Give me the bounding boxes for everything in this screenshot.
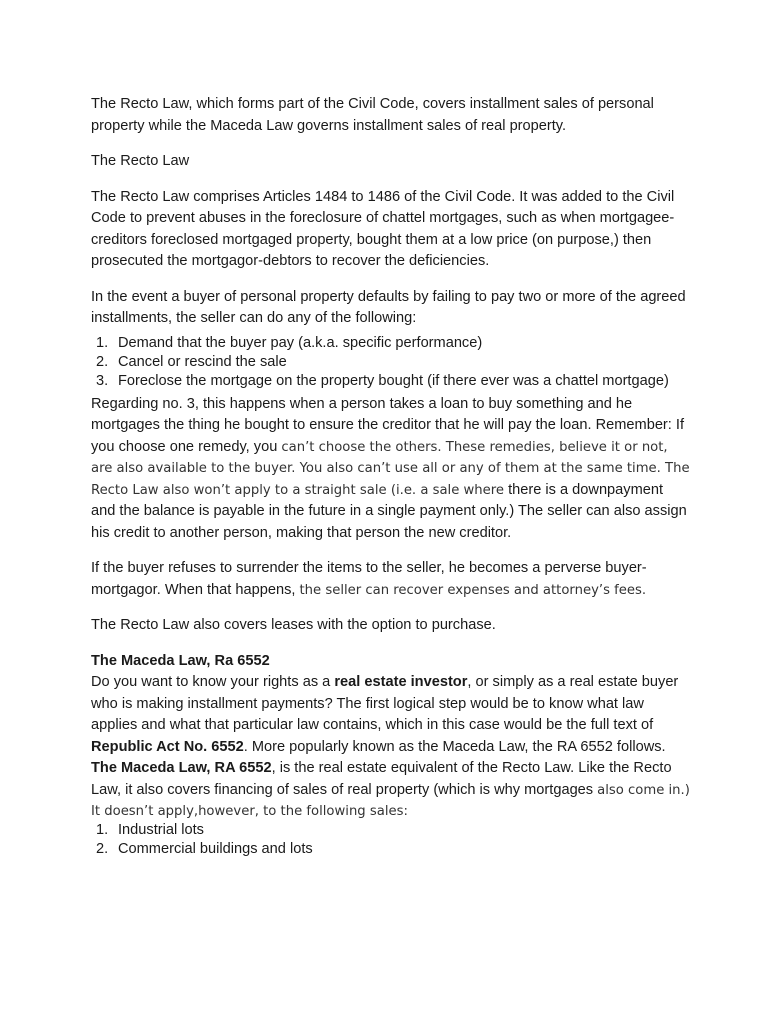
list-item xyxy=(91,353,691,372)
recto-paragraph-3 xyxy=(91,394,691,545)
list-item xyxy=(91,840,691,859)
maceda-paragraph-2 xyxy=(91,758,691,823)
maceda-law-ra-text: The Maceda Law, RA 6552 xyxy=(91,760,272,776)
recto-paragraph-3-part-1: Regarding no. 3, this happens when a person takes a loan to buy something and he mortgages the thing he bought to ensure the creditor that he will pay the loan. Remember: If you choose one remedy, you xyxy=(91,395,685,455)
intro-paragraph: The Recto Law, which forms part of the Civil Code, covers installment sales of personal property while the Maceda Law governs installment sales of real property. xyxy=(91,96,654,134)
recto-paragraph-4 xyxy=(91,558,691,601)
maceda-heading xyxy=(91,651,691,673)
recto-paragraph-5: The Recto Law also covers leases with the option to purchase. xyxy=(91,617,496,633)
list-item xyxy=(91,821,691,840)
list-number: 2. xyxy=(96,353,109,370)
recto-paragraph-2: In the event a buyer of personal property defaults by failing to pay two or more of the agreed installments, the seller can do any of the following: xyxy=(91,288,686,326)
recto-paragraph-4-part-1: If the buyer refuses to surrender the items to the seller, he becomes a perverse buyer-mortgagor. When that happens, xyxy=(91,560,647,598)
maceda-paragraph-1-part-1: Do you want to know your rights as a xyxy=(91,674,335,690)
list-item-text: Foreclose the mortgage on the property bought (if there ever was a chattel mortgage) xyxy=(118,372,669,389)
list-number: 3. xyxy=(96,372,109,389)
recto-paragraph-1: The Recto Law comprises Articles 1484 to 1486 of the Civil Code. It was added to the Civil Code to prevent abuses in the foreclosure of chattel mortgages, such as when mortgagee-creditors foreclosed mortgaged property, bought them at a low price (on purpose,) then prosecuted the mortgagor-debtors to recover the deficiencies. xyxy=(91,188,675,269)
maceda-paragraph-2-part-2: also come in.) It doesn’t apply,however, to the following sales: xyxy=(91,782,690,819)
real-estate-investor-text: real estate investor xyxy=(334,674,468,690)
document-page xyxy=(91,94,691,859)
maceda-paragraph-1-part-2: , or simply as a real estate buyer who is making installment payments? The first logical step would be to know what law applies and what that particular law contains, which in this case would be the full text of xyxy=(91,674,679,733)
maceda-paragraph-1-part-3: . More popularly known as the Maceda Law, the RA 6552 follows. xyxy=(243,738,666,755)
list-item-text: Commercial buildings and lots xyxy=(118,840,313,857)
list-item-text: Demand that the buyer pay (a.k.a. specific performance) xyxy=(118,334,483,351)
list-item-text: Industrial lots xyxy=(118,821,204,838)
recto-paragraph-3-part-3: there is a downpayment and the balance is payable in the future in a single payment only.) The seller can also assign his credit to another person, making that person the new creditor. xyxy=(91,481,687,541)
recto-paragraph-3-part-2: can’t choose the others. These remedies, believe it or not, are also available to the buyer. You also can’t use all or any of them at the same time. The Recto Law also won’t apply to a straight sale (i.e. a sale where xyxy=(91,439,690,498)
excluded-sales-list xyxy=(91,821,691,859)
maceda-paragraph-1 xyxy=(91,672,691,758)
list-number: 2. xyxy=(96,840,109,857)
list-number: 1. xyxy=(96,334,109,351)
list-item xyxy=(91,334,691,353)
republic-act-text: Republic Act No. 6552 xyxy=(91,738,244,755)
maceda-heading-text: The Maceda Law, Ra 6552 xyxy=(91,652,270,669)
list-item xyxy=(91,372,691,391)
recto-heading: The Recto Law xyxy=(91,153,190,169)
seller-remedies-list xyxy=(91,334,691,391)
list-number: 1. xyxy=(96,821,109,838)
recto-paragraph-4-part-2: the seller can recover expenses and attorney’s fees. xyxy=(299,582,647,598)
maceda-paragraph-2-part-1: , is the real estate equivalent of the Recto Law. Like the Recto Law, it also covers financing of sales of real property (which is why mortgages xyxy=(91,760,672,798)
list-item-text: Cancel or rescind the sale xyxy=(118,353,287,370)
